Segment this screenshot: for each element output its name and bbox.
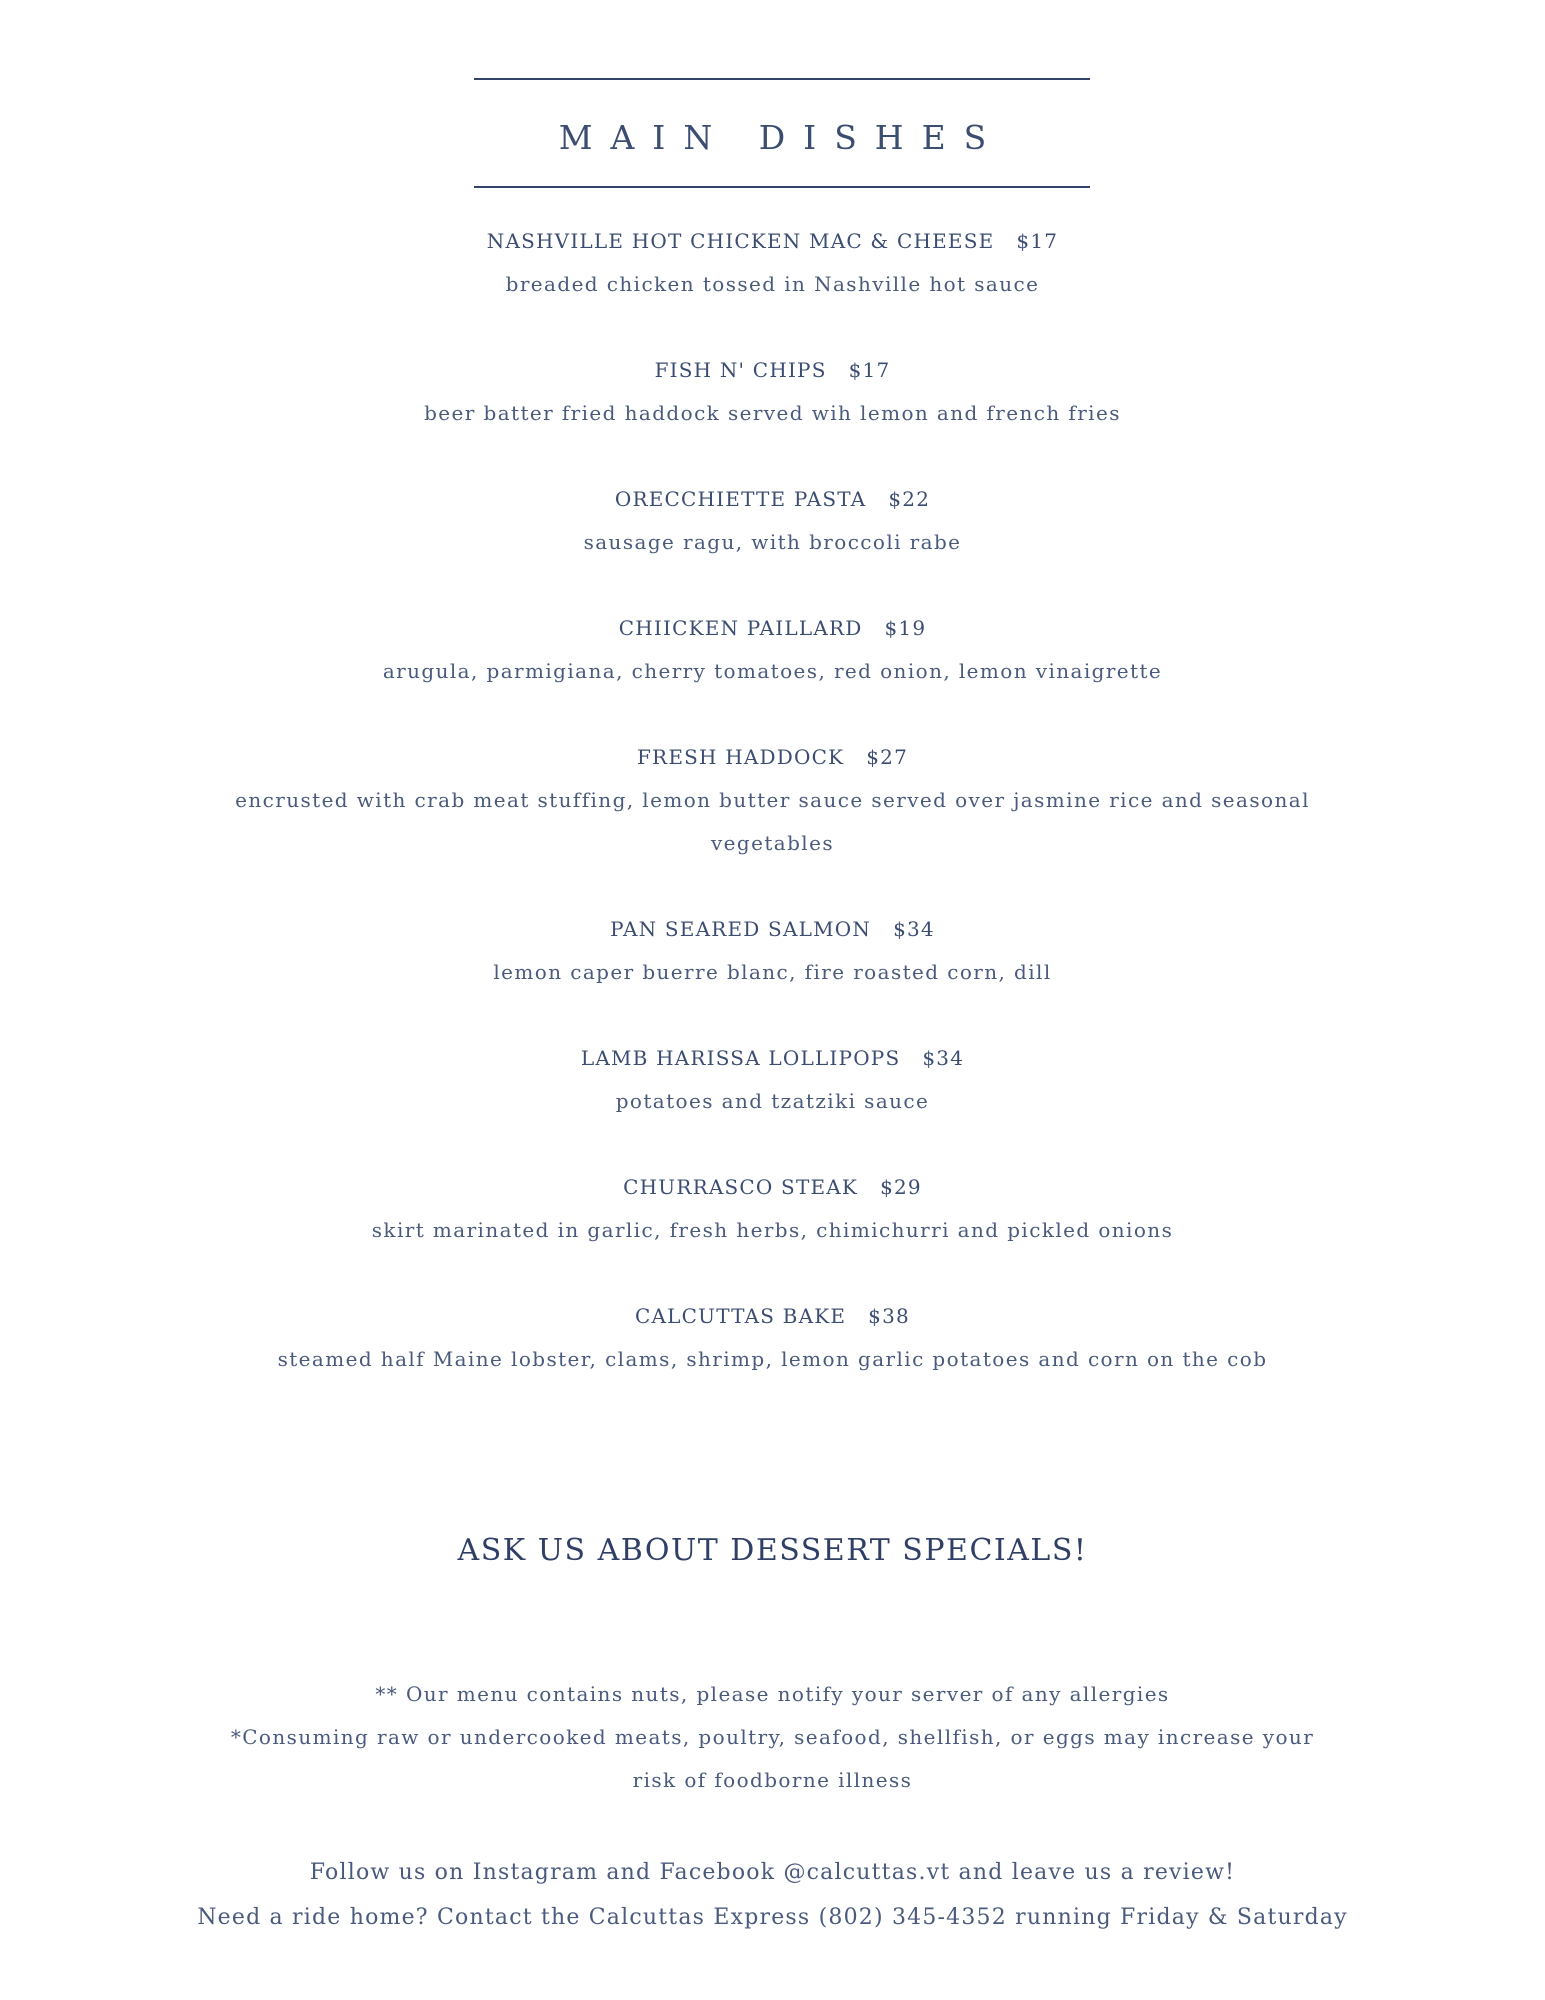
dish-price: $34 xyxy=(922,1046,965,1070)
title-rule-top xyxy=(474,78,1090,80)
dish-item xyxy=(200,607,1345,693)
nuts-warning: ** Our menu contains nuts, please notify your server of any allergies xyxy=(375,1682,1170,1706)
section-title: MAIN DISHES xyxy=(558,118,1005,157)
dish-item xyxy=(200,1295,1345,1381)
dish-name: CHURRASCO STEAK xyxy=(623,1175,859,1199)
dish-price: $17 xyxy=(848,358,891,382)
dish-item xyxy=(200,1037,1345,1123)
dish-list xyxy=(200,220,1345,1424)
raw-food-warning: *Consuming raw or undercooked meats, poultry, seafood, shellfish, or eggs may increase your risk of foodborne illness xyxy=(230,1725,1315,1792)
dish-heading xyxy=(200,607,1345,650)
social-media-line: Follow us on Instagram and Facebook @calcuttas.vt and leave us a review! xyxy=(309,1860,1236,1885)
dish-item xyxy=(200,736,1345,865)
dish-price: $38 xyxy=(868,1304,910,1328)
dish-item xyxy=(200,478,1345,564)
dish-description: beer batter fried haddock served wih lemon and french fries xyxy=(424,401,1121,425)
dish-name: LAMB HARISSA LOLLIPOPS xyxy=(580,1046,901,1070)
dessert-specials-callout: ASK US ABOUT DESSERT SPECIALS! xyxy=(457,1533,1088,1568)
dish-price: $29 xyxy=(880,1175,922,1199)
dish-item xyxy=(200,1166,1345,1252)
ride-home-line: Need a ride home? Contact the Calcuttas Express (802) 345-4352 running Friday & Saturday xyxy=(197,1905,1348,1930)
dish-heading xyxy=(200,478,1345,521)
dish-heading xyxy=(200,908,1345,951)
dish-description: arugula, parmigiana, cherry tomatoes, red onion, lemon vinaigrette xyxy=(382,659,1163,683)
dish-item xyxy=(200,908,1345,994)
dish-price: $34 xyxy=(893,917,935,941)
dish-heading xyxy=(200,220,1345,263)
dish-name: FRESH HADDOCK xyxy=(636,745,845,769)
footer xyxy=(0,1850,1545,1940)
dish-description: skirt marinated in garlic, fresh herbs, chimichurri and pickled onions xyxy=(371,1218,1174,1242)
allergy-notes xyxy=(210,1673,1335,1802)
dish-name: FISH N' CHIPS xyxy=(654,358,827,382)
dish-item xyxy=(200,349,1345,435)
dish-description: sausage ragu, with broccoli rabe xyxy=(583,530,962,554)
dish-description: steamed half Maine lobster, clams, shrimp, lemon garlic potatoes and corn on the cob xyxy=(277,1347,1268,1371)
dish-name: ORECCHIETTE PASTA xyxy=(614,487,867,511)
dish-name: CALCUTTAS BAKE xyxy=(635,1304,847,1328)
dish-heading xyxy=(200,349,1345,392)
dish-name: CHIICKEN PAILLARD xyxy=(618,616,863,640)
dish-heading xyxy=(200,1166,1345,1209)
dish-description: lemon caper buerre blanc, fire roasted corn, dill xyxy=(493,960,1052,984)
dish-price: $22 xyxy=(888,487,931,511)
dish-price: $17 xyxy=(1016,229,1059,253)
dish-name: PAN SEARED SALMON xyxy=(610,917,872,941)
dish-price: $27 xyxy=(866,745,908,769)
dish-heading xyxy=(200,1295,1345,1338)
dish-heading xyxy=(200,736,1345,779)
dish-description: potatoes and tzatziki sauce xyxy=(615,1089,930,1113)
dish-price: $19 xyxy=(884,616,927,640)
dish-heading xyxy=(200,1037,1345,1080)
dish-item xyxy=(200,220,1345,306)
dish-description: encrusted with crab meat stuffing, lemon butter sauce served over jasmine rice and seasonal vegetables xyxy=(235,788,1310,855)
title-rule-bottom xyxy=(474,186,1090,188)
dish-description: breaded chicken tossed in Nashville hot sauce xyxy=(505,272,1040,296)
dish-name: NASHVILLE HOT CHICKEN MAC & CHEESE xyxy=(486,229,995,253)
